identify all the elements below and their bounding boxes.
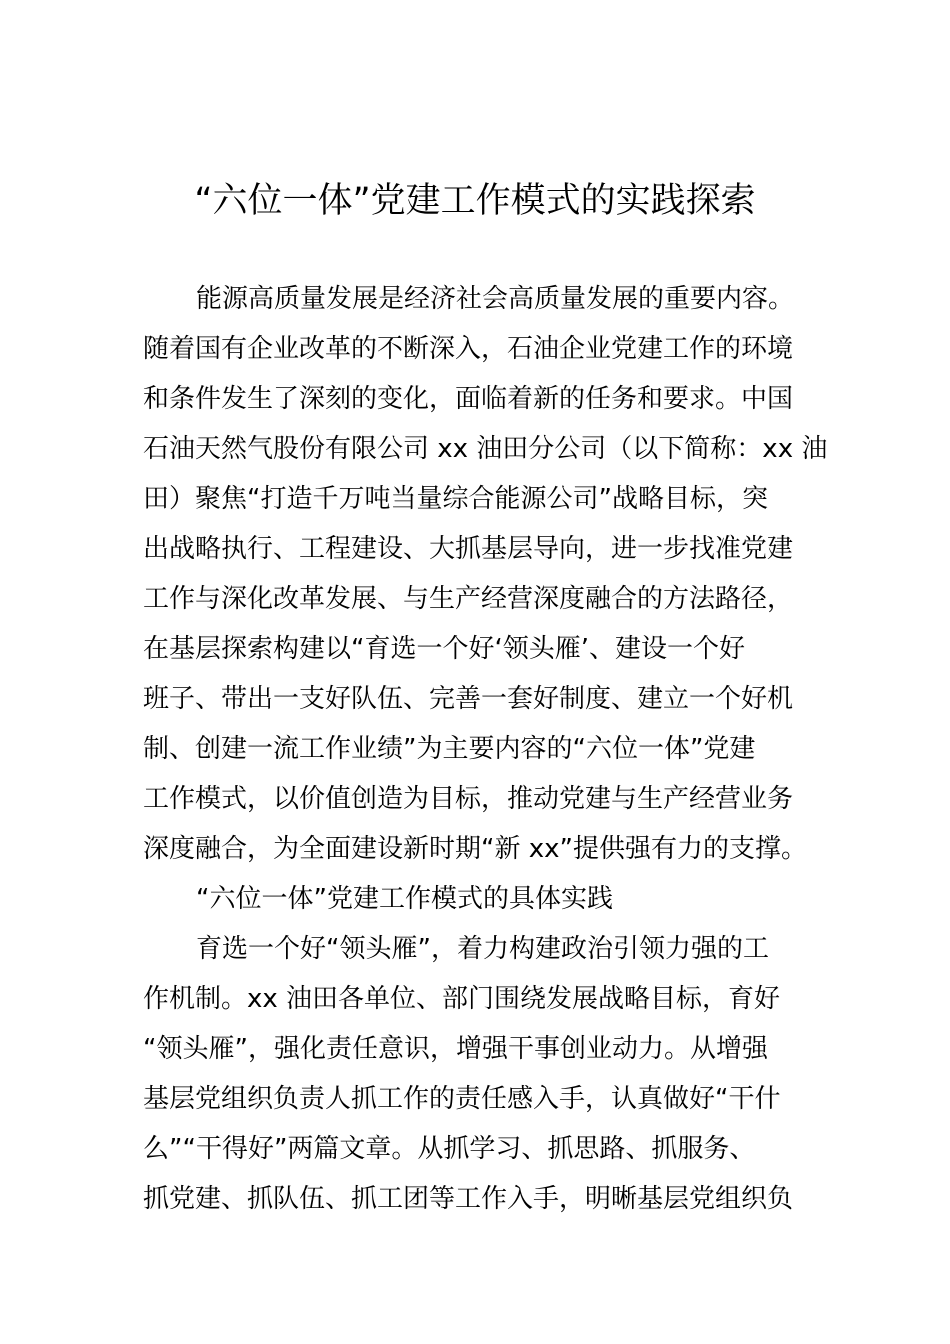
paragraph-line: 作机制。xx 油田各单位、部门围绕发展战略目标，育好 [143,984,781,1014]
paragraph-line: 么”“干得好”两篇文章。从抓学习、抓思路、抓服务、 [143,1134,756,1164]
paragraph-line: 石油天然气股份有限公司 xx 油田分公司（以下简称：xx 油 [143,434,828,464]
paragraph-line: “领头雁”，强化责任意识，增强干事创业动力。从增强 [143,1034,768,1064]
paragraph-line: 工作模式，以价值创造为目标，推动党建与生产经营业务 [143,784,794,814]
paragraph-line: 能源高质量发展是经济社会高质量发展的重要内容。 [196,284,795,314]
paragraph-line: 工作与深化改革发展、与生产经营深度融合的方法路径， [143,584,794,614]
paragraph-line: 和条件发生了深刻的变化，面临着新的任务和要求。中国 [143,384,794,414]
paragraph-line: 出战略执行、工程建设、大抓基层导向，进一步找准党建 [143,534,794,564]
document-title: “六位一体”党建工作模式的实践探索 [194,181,756,221]
paragraph-line: 基层党组织负责人抓工作的责任感入手，认真做好“干什 [143,1084,781,1114]
paragraph-line: 制、创建一流工作业绩”为主要内容的“六位一体”党建 [143,734,756,764]
paragraph-line: 在基层探索构建以“育选一个好‘领头雁’、建设一个好 [143,634,745,664]
paragraph-line: 深度融合，为全面建设新时期“新 xx”提供强有力的支撑。 [143,834,807,864]
paragraph-line: 随着国有企业改革的不断深入，石油企业党建工作的环境 [143,334,794,364]
section-heading: “六位一体”党建工作模式的具体实践 [196,884,613,914]
paragraph-line: 班子、带出一支好队伍、完善一套好制度、建立一个好机 [143,684,794,714]
paragraph-line: 育选一个好“领头雁”，着力构建政治引领力强的工 [196,934,769,964]
paragraph-line: 抓党建、抓队伍、抓工团等工作入手，明晰基层党组织负 [143,1184,794,1214]
paragraph-line: 田）聚焦“打造千万吨当量综合能源公司”战略目标，突 [143,484,768,514]
